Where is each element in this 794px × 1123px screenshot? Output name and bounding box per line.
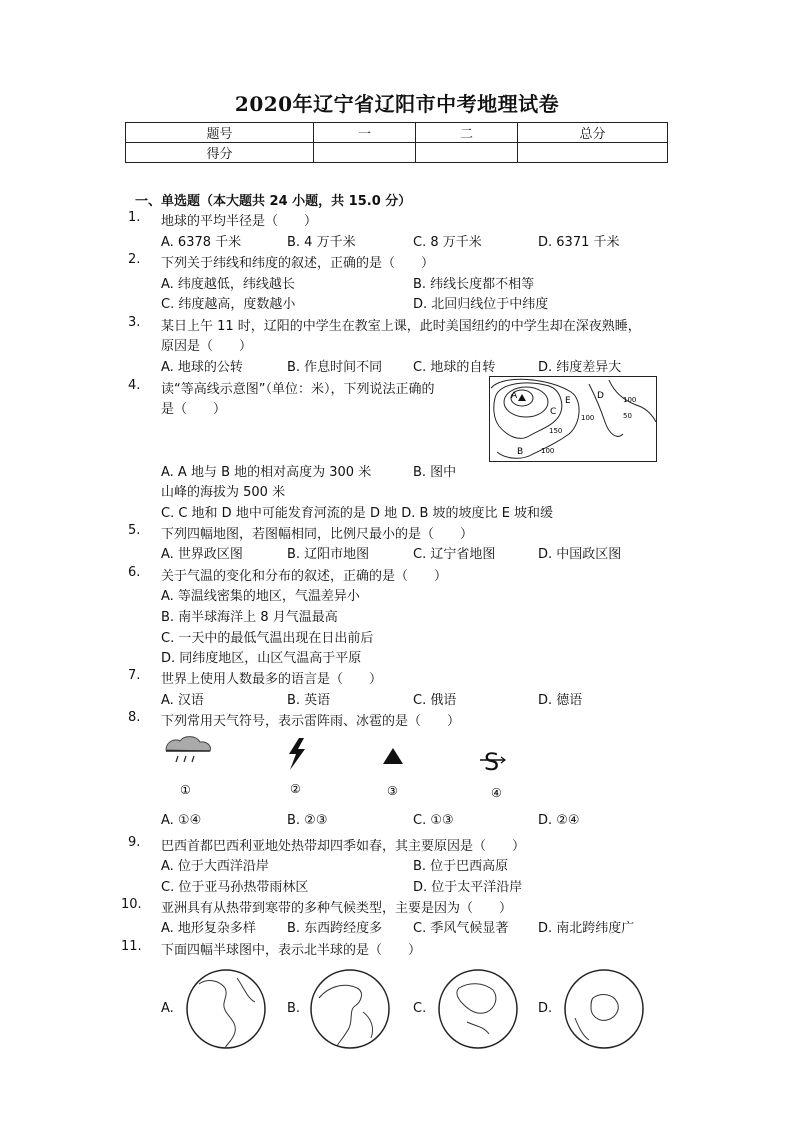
contour-map-figure [489,376,657,462]
q4-number: 4. [128,378,141,393]
q2-option-d: D. 北回归线位于中纬度 [413,297,549,312]
q3-option-a: A. 地球的公转 [161,360,243,375]
q2-option-b: B. 纬线长度都不相等 [413,277,535,292]
q11-number: 11. [121,939,142,954]
q9-option-d: D. 位于太平洋沿岸 [413,880,523,895]
page-title: 2020年辽宁省辽阳市中考地理试卷 [234,92,560,116]
map-label-a: A [511,391,518,401]
map-label-100: 100 [623,396,637,404]
sandstorm-icon [480,748,505,776]
q6-option-b: B. 南半球海洋上 8 月气温最高 [161,610,338,625]
q10-option-d: D. 南北跨纬度广 [538,921,635,936]
q9-option-b: B. 位于巴西高原 [413,859,509,874]
header-cell: 题号 [126,123,314,143]
q3-stem-line2: 原因是（ ） [161,339,253,354]
hemisphere-d-globe-icon [563,968,645,1050]
q5-number: 5. [128,523,141,538]
header-cell: 二 [416,123,518,143]
q8-stem: 下列常用天气符号，表示雷阵雨、冰雹的是（ ） [161,714,461,729]
q9-option-a: A. 位于大西洋沿岸 [161,859,269,874]
q10-number: 10. [121,897,142,912]
q1-option-d: D. 6371 千米 [538,235,620,250]
q11-option-b: B. [287,1001,301,1016]
q10-option-b: B. 东西跨经度多 [287,921,383,936]
q7-option-a: A. 汉语 [161,693,204,708]
q7-option-d: D. 德语 [538,693,583,708]
q7-number: 7. [128,668,141,683]
q11-option-d: D. [538,1001,553,1016]
map-label-c: C [550,407,557,417]
q6-stem: 关于气温的变化和分布的叙述，正确的是（ ） [161,569,448,584]
q9-stem: 巴西首都巴西利亚地处热带却四季如春，其主要原因是（ ） [161,839,526,854]
weather-symbols-figure [160,734,520,804]
q7-stem: 世界上使用人数最多的语言是（ ） [161,672,383,687]
q3-option-c: C. 地球的自转 [413,360,496,375]
q9-option-c: C. 位于亚马孙热带雨林区 [161,880,309,895]
q6-option-c: C. 一天中的最低气温出现在日出前后 [161,631,374,646]
q6-number: 6. [128,565,141,580]
q4-stem-line2: 是（ ） [161,402,227,417]
q1-option-c: C. 8 万千米 [413,235,482,250]
symbol-label-2: ② [290,782,301,796]
q7-option-b: B. 英语 [287,693,331,708]
q2-number: 2. [128,252,141,267]
q9-number: 9. [128,835,141,850]
header-cell: 一 [314,123,416,143]
q11-option-a: A. [161,1001,174,1016]
symbol-label-4: ④ [491,786,502,800]
hemisphere-b-globe-icon [309,968,391,1050]
q5-stem: 下列四幅地图，若图幅相同，比例尺最小的是（ ） [161,527,474,542]
map-label-d: D [597,391,604,401]
svg-text:S: S [484,748,500,776]
q5-option-a: A. 世界政区图 [161,547,243,562]
q8-option-c: C. ①③ [413,813,454,828]
q1-stem: 地球的平均半径是（ ） [161,214,318,229]
q10-option-c: C. 季风气候显著 [413,921,509,936]
cloud-rain-icon [166,737,210,762]
hemisphere-c-globe-icon [437,968,519,1050]
q4-option-a: A. A 地与 B 地的相对高度为 300 米 [161,465,372,480]
q7-option-c: C. 俄语 [413,693,457,708]
map-label-100: 100 [541,447,555,455]
score-table [125,122,668,163]
q2-stem: 下列关于纬线和纬度的叙述，正确的是（ ） [161,256,435,271]
q2-option-c: C. 纬度越高，度数越小 [161,297,296,312]
symbol-label-1: ① [180,783,191,797]
score-table-header-row [126,123,668,143]
q2-option-a: A. 纬度越低，纬线越长 [161,277,295,292]
q8-option-b: B. ②③ [287,813,328,828]
section-heading: 一、单选题（本大题共 24 小题，共 15.0 分） [135,194,412,209]
score-cell[interactable] [416,143,518,163]
q1-option-a: A. 6378 千米 [161,235,242,250]
q5-option-d: D. 中国政区图 [538,547,622,562]
q6-option-d: D. 同纬度地区，山区气温高于平原 [161,651,362,666]
q11-option-c: C. [413,1001,427,1016]
map-label-50: 50 [623,412,632,420]
q10-option-a: A. 地形复杂多样 [161,921,256,936]
q4-option-b-end: 山峰的海拔为 500 米 [161,485,286,500]
q5-option-b: B. 辽阳市地图 [287,547,370,562]
q8-option-d: D. ②④ [538,813,580,828]
q11-stem: 下面四幅半球图中，表示北半球的是（ ） [161,943,422,958]
q4-option-b-start: B. 图中 [413,465,457,480]
map-label-b: B [517,447,524,457]
score-cell[interactable] [314,143,416,163]
lightning-icon [289,738,305,770]
q4-options-cd: C. C 地和 D 地中可能发育河流的是 D 地 D. B 坡的坡度比 E 坡和缓 [161,506,554,521]
q5-option-c: C. 辽宁省地图 [413,547,496,562]
q4-stem-line1: 读“等高线示意图”（单位：米），下列说法正确的 [161,382,435,397]
q10-stem: 亚洲具有从热带到寒带的多种气候类型，主要是因为（ ） [161,901,513,916]
q8-option-a: A. ①④ [161,813,202,828]
symbol-label-3: ③ [387,784,398,798]
map-label-150: 150 [549,427,563,435]
row-label-cell: 得分 [126,143,314,163]
header-cell: 总分 [518,123,668,143]
q1-number: 1. [128,210,141,225]
hemisphere-a-globe-icon [185,968,267,1050]
q1-option-b: B. 4 万千米 [287,235,356,250]
q8-number: 8. [128,710,141,725]
q3-stem-line1: 某日上午 11 时，辽阳的中学生在教室上课，此时美国纽约的中学生却在深夜熟睡， [161,319,641,334]
q3-option-b: B. 作息时间不同 [287,360,383,375]
q6-option-a: A. 等温线密集的地区，气温差异小 [161,589,360,604]
q3-option-d: D. 纬度差异大 [538,360,622,375]
score-cell[interactable] [518,143,668,163]
map-label-e: E [565,396,571,406]
q3-number: 3. [128,315,141,330]
score-table-score-row [126,143,668,163]
hail-triangle-icon [383,748,403,764]
map-label-100: 100 [581,414,595,422]
